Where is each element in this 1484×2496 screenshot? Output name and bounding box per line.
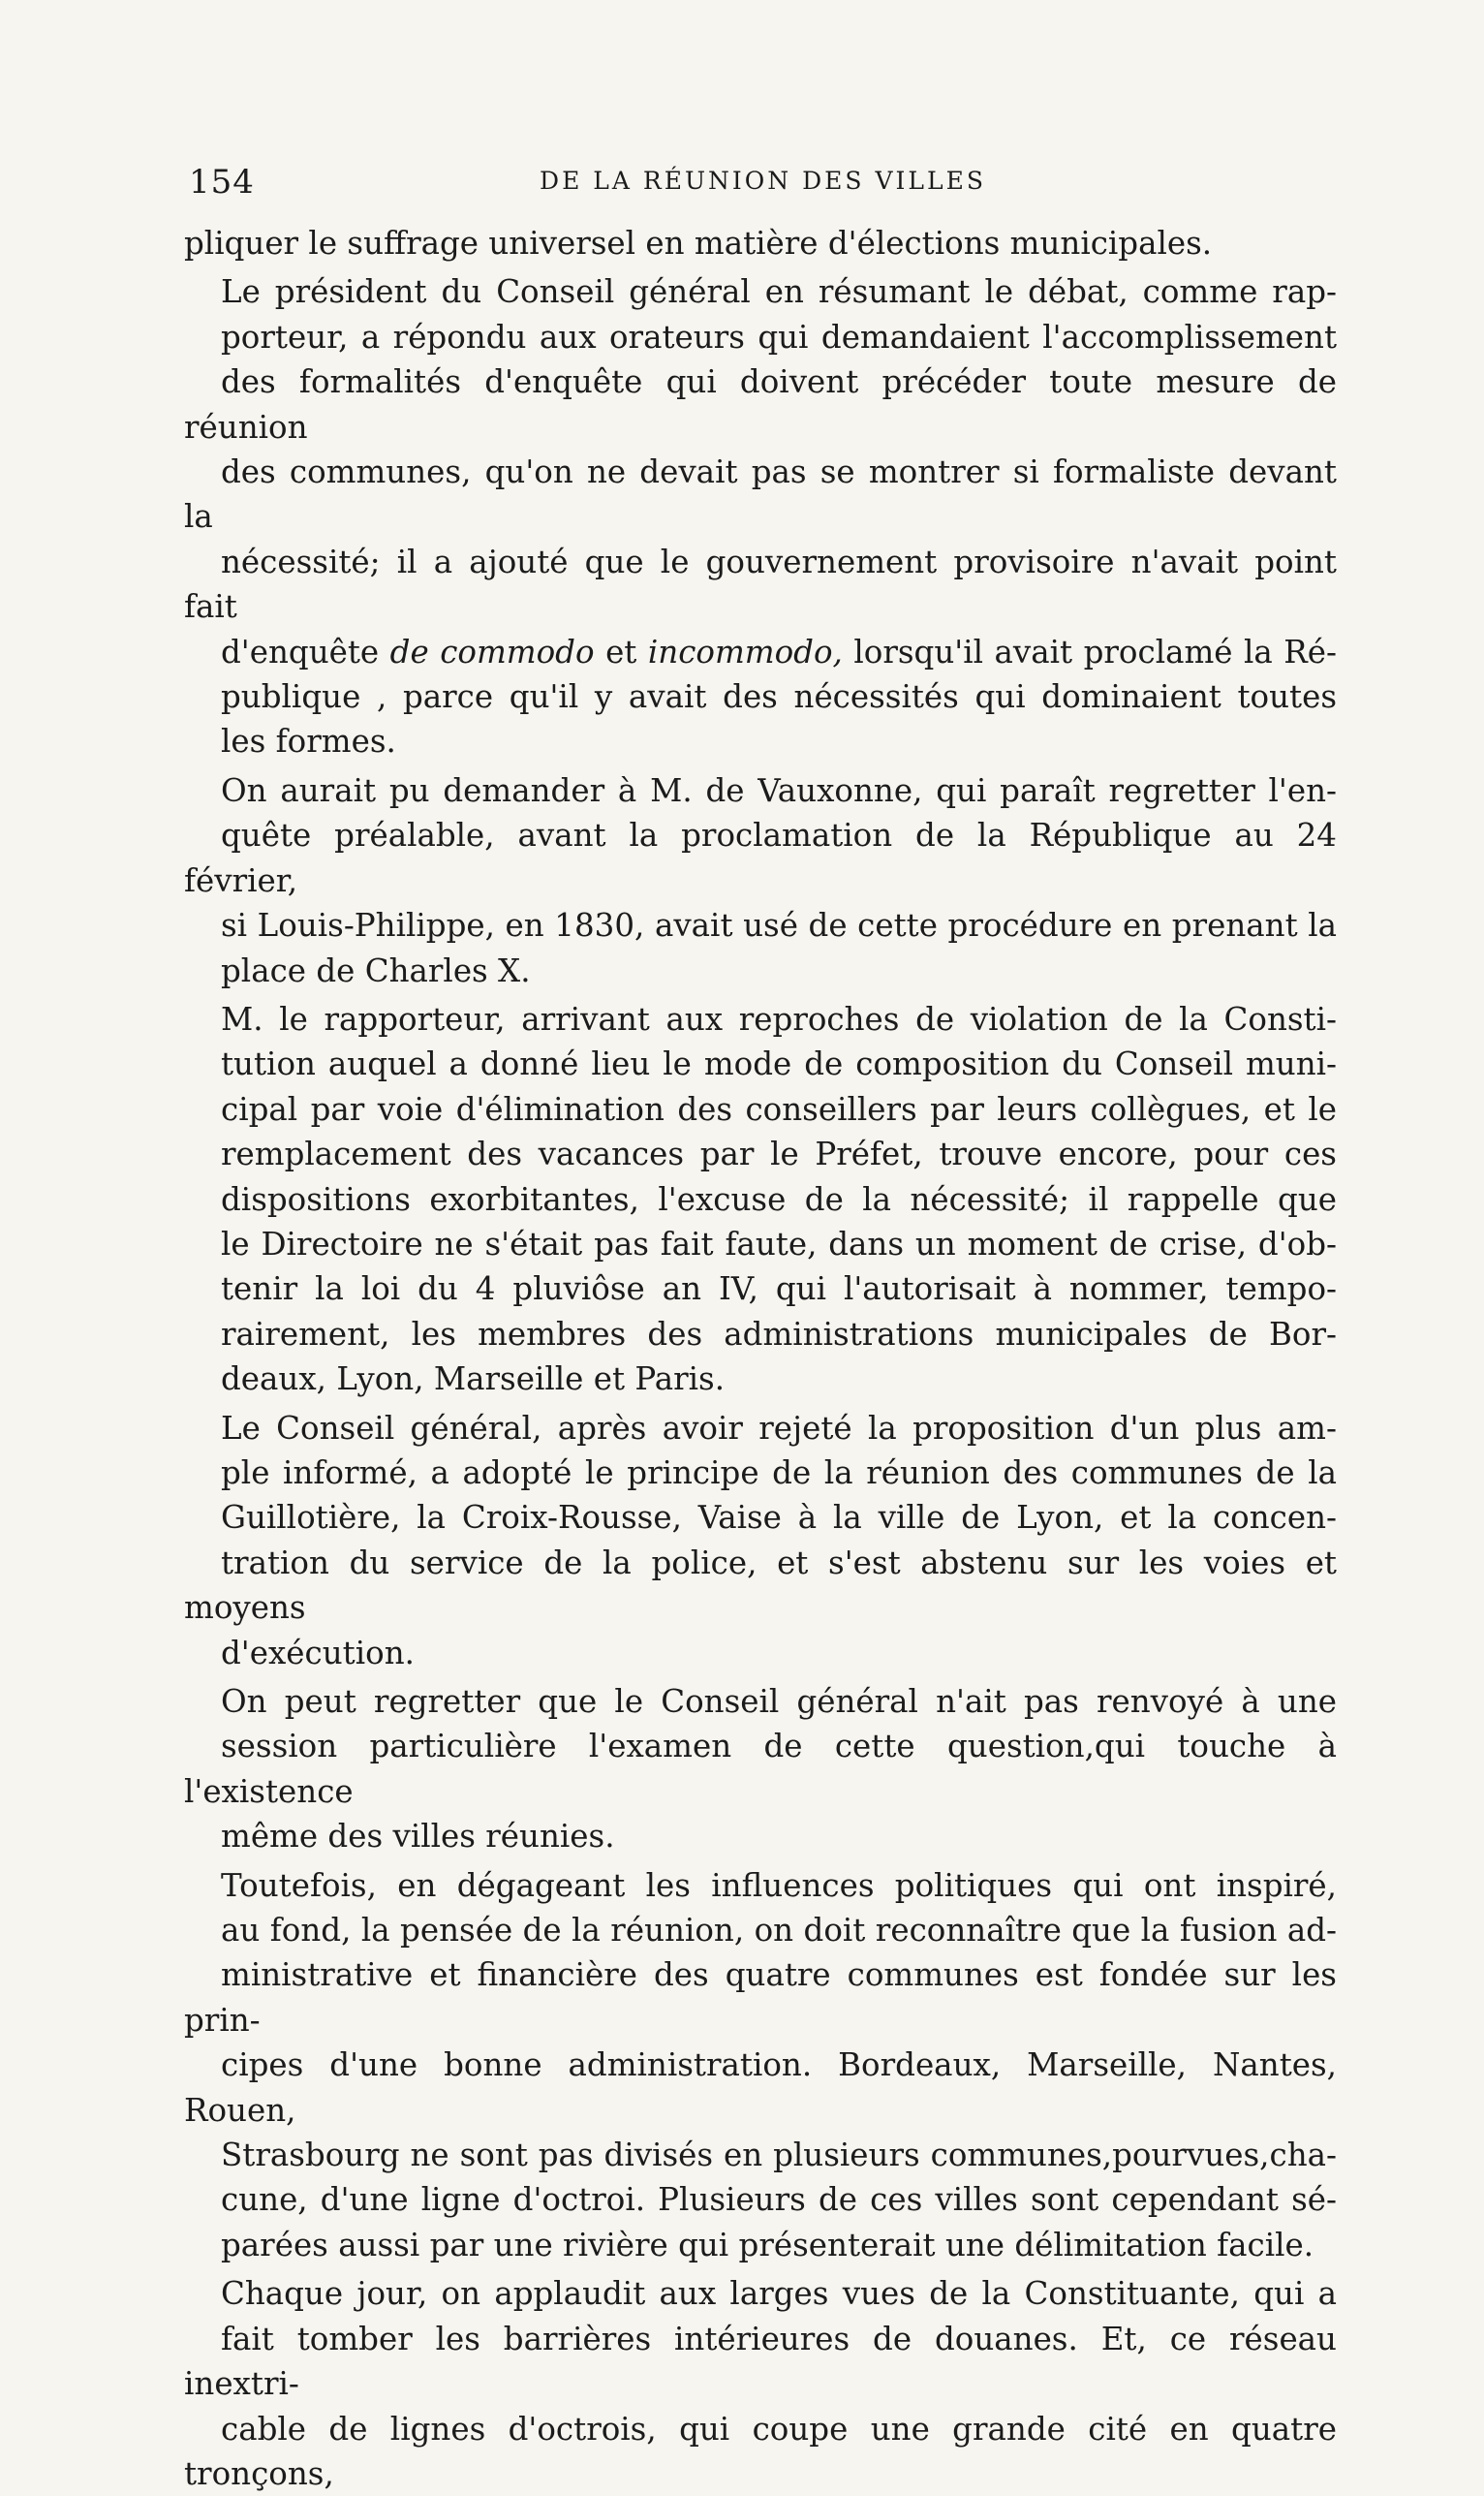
text-line: Strasbourg ne sont pas divisés en plusieurs communes,pourvues,cha- — [184, 2133, 1337, 2177]
text-line: On aurait pu demander à M. de Vauxonne, qui paraît regretter l'en- — [184, 768, 1337, 813]
text-line: cune, d'une ligne d'octroi. Plusieurs de ces villes sont cependant sé- — [184, 2177, 1337, 2222]
text-fragment: d'enquête — [221, 634, 390, 671]
text-line: session particulière l'examen de cette question,qui touche à l'existence — [184, 1724, 1337, 1814]
text-line: nécessité; il a ajouté que le gouvernement provisoire n'avait point fait — [184, 540, 1337, 630]
text-line: quête préalable, avant la proclamation de la République au 24 février, — [184, 813, 1337, 903]
text-line: tution auquel a donné lieu le mode de composition du Conseil muni- — [184, 1042, 1337, 1086]
text-line-with-italics — [184, 630, 1337, 674]
text-line: porteur, a répondu aux orateurs qui demandaient l'accomplissement — [184, 315, 1337, 359]
paragraph-3 — [184, 768, 1337, 993]
text-line: même des villes réunies. — [184, 1814, 1337, 1858]
text-line: des communes, qu'on ne devait pas se montrer si formaliste devant la — [184, 450, 1337, 540]
text-fragment: lorsqu'il avait proclamé la Ré- — [843, 634, 1337, 671]
text-line: Guillotière, la Croix-Rousse, Vaise à la ville de Lyon, et la concen- — [184, 1495, 1337, 1540]
paragraph-2 — [184, 269, 1337, 764]
text-line: remplacement des vacances par le Préfet, trouve encore, pour ces — [184, 1132, 1337, 1176]
text-fragment: et — [595, 634, 648, 671]
text-line: cipal par voie d'élimination des conseillers par leurs collègues, et le — [184, 1087, 1337, 1132]
text-line: des formalités d'enquête qui doivent précéder toute mesure de réunion — [184, 359, 1337, 450]
paragraph-4 — [184, 997, 1337, 1402]
text-line: fait tomber les barrières intérieures de douanes. Et, ce réseau inextri- — [184, 2317, 1337, 2407]
paragraph-6 — [184, 1679, 1337, 1859]
text-line: rairement, les membres des administrations municipales de Bor- — [184, 1312, 1337, 1357]
text-line: d'exécution. — [184, 1631, 1337, 1675]
text-line: Le Conseil général, après avoir rejeté la proposition d'un plus am- — [184, 1406, 1337, 1451]
text-line: le Directoire ne s'était pas fait faute, dans un moment de crise, d'ob- — [184, 1222, 1337, 1266]
text-line: deaux, Lyon, Marseille et Paris. — [184, 1357, 1337, 1401]
paragraph-7 — [184, 1863, 1337, 2268]
page-header — [189, 163, 1337, 209]
text-line: place de Charles X. — [184, 949, 1337, 993]
text-line: dispositions exorbitantes, l'excuse de la nécessité; il rappelle que — [184, 1177, 1337, 1222]
text-line: Le président du Conseil général en résumant le débat, comme rap- — [184, 269, 1337, 314]
page-number: 154 — [189, 163, 255, 202]
text-line: Chaque jour, on applaudit aux larges vues de la Constituante, qui a — [184, 2271, 1337, 2316]
text-line: ministrative et financière des quatre communes est fondée sur les prin- — [184, 1952, 1337, 2043]
text-line: si Louis-Philippe, en 1830, avait usé de cette procédure en prenant la — [184, 903, 1337, 948]
text-line: Toutefois, en dégageant les influences politiques qui ont inspiré, — [184, 1863, 1337, 1908]
text-line: cable de lignes d'octrois, qui coupe une grande cité en quatre tronçons, — [184, 2407, 1337, 2496]
text-line: On peut regretter que le Conseil général n'ait pas renvoyé à une — [184, 1679, 1337, 1724]
body-text — [184, 221, 1337, 2496]
paragraph-5 — [184, 1406, 1337, 1675]
text-line: au fond, la pensée de la réunion, on doit reconnaître que la fusion ad- — [184, 1908, 1337, 1952]
paragraph-1 — [184, 221, 1337, 265]
italic-latin-term: incommodo, — [648, 634, 843, 671]
text-line: les formes. — [184, 719, 1337, 764]
text-line: M. le rapporteur, arrivant aux reproches de violation de la Consti- — [184, 997, 1337, 1042]
italic-latin-term: de commodo — [390, 634, 595, 671]
running-title: DE LA RÉUNION DES VILLES — [189, 167, 1337, 195]
paragraph-8 — [184, 2271, 1337, 2496]
text-line: parées aussi par une rivière qui présenterait une délimitation facile. — [184, 2223, 1337, 2267]
text-line: publique , parce qu'il y avait des nécessités qui dominaient toutes — [184, 674, 1337, 719]
text-line: tration du service de la police, et s'est abstenu sur les voies et moyens — [184, 1541, 1337, 1631]
text-line: ple informé, a adopté le principe de la réunion des communes de la — [184, 1451, 1337, 1495]
text-line: tenir la loi du 4 pluviôse an IV, qui l'autorisait à nommer, tempo- — [184, 1266, 1337, 1311]
text-line: pliquer le suffrage universel en matière d'élections municipales. — [184, 221, 1337, 265]
text-line: cipes d'une bonne administration. Bordeaux, Marseille, Nantes, Rouen, — [184, 2043, 1337, 2133]
